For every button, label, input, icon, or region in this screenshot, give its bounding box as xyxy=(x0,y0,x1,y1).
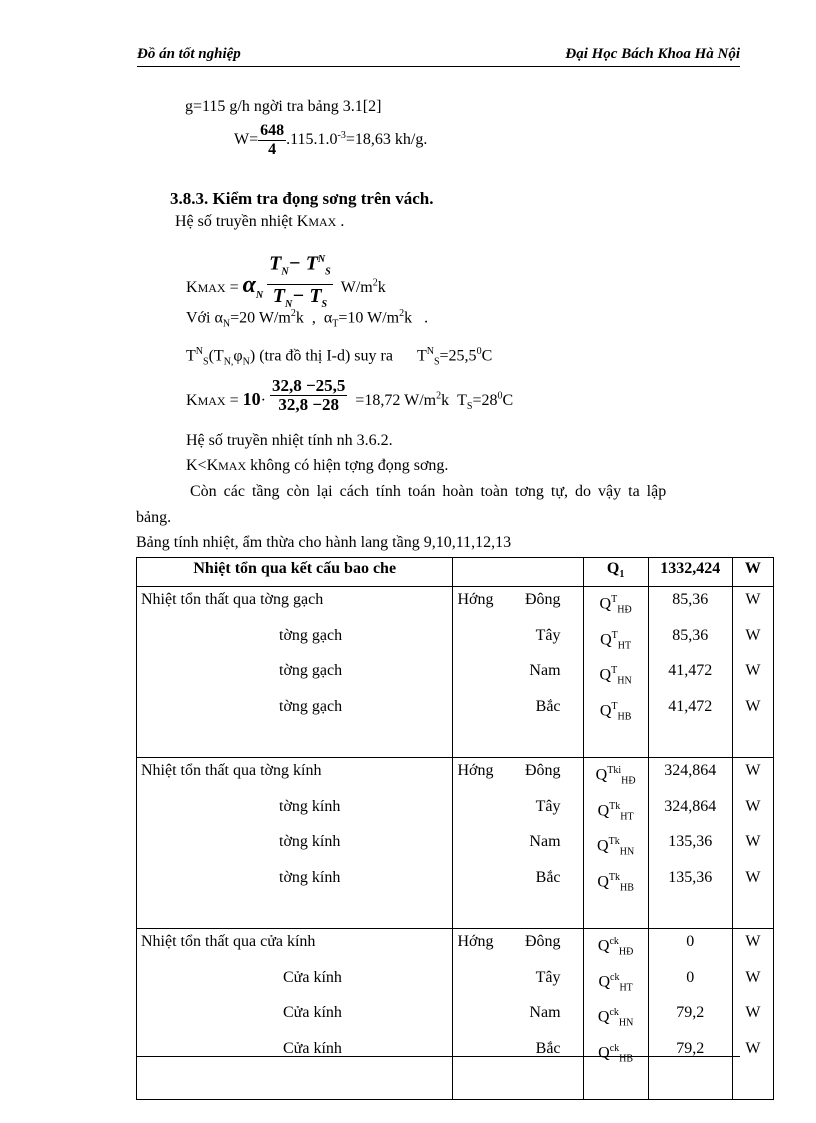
row-value: 324,864 xyxy=(648,794,732,830)
row-direction: Nam xyxy=(453,658,583,694)
row-symbol: $Q^{Tk}_{HT}$ xyxy=(583,794,648,830)
table-row xyxy=(137,865,774,901)
table-header-row xyxy=(137,558,774,587)
table-row xyxy=(137,658,774,694)
row-label: tờng gạch xyxy=(137,658,453,694)
line-k-less: K<KMAX không có hiện tợng đọng sơng. xyxy=(186,457,449,474)
row-direction: Hớng Đông xyxy=(453,758,583,794)
row-value: 41,472 xyxy=(648,694,732,730)
row-symbol: $Q^{ck}_{HĐ}$ xyxy=(583,929,648,965)
row-unit: W xyxy=(732,658,773,694)
table-row xyxy=(137,758,774,794)
heat-coef-line: Hệ số truyền nhiệt KMAX . xyxy=(175,213,345,230)
table-spacer-row xyxy=(137,900,774,929)
row-direction: Nam xyxy=(453,829,583,865)
formula-kmax-value: KMAX = 10· $\frac{32,8 -25,5}{32,8 -28}$ =18,72 $W/m^2k$ $T_S=28^0C$ xyxy=(186,376,514,414)
table-row xyxy=(137,1036,774,1072)
row-symbol: $Q^{ck}_{HB}$ xyxy=(583,1036,648,1072)
table-row xyxy=(137,829,774,865)
row-direction: Hớng Đông xyxy=(453,929,583,965)
header-col3: $Q_1$ xyxy=(583,558,648,587)
row-value: 79,2 xyxy=(648,1000,732,1036)
row-label: Cửa kính xyxy=(137,1000,453,1036)
ts-lookup-line: $T^N_S(T_{N,}\varphi_N)$ (tra đồ thị I-d) suy ra $T^N_S=25,5^0C$ xyxy=(186,346,493,368)
row-unit: W xyxy=(732,929,773,965)
row-label: tờng gạch xyxy=(137,623,453,659)
row-direction: Tây xyxy=(453,623,583,659)
row-symbol: $Q^{Tki}_{HĐ}$ xyxy=(583,758,648,794)
fraction-kmax: $\frac{32,8 -25,5}{32,8 -28}$ xyxy=(271,376,346,414)
row-symbol: $Q^{ck}_{HN}$ xyxy=(583,1000,648,1036)
line-g: g=115 g/h ngời tra bảng 3.1[2] xyxy=(185,98,382,115)
formula-kmax: KMAX = $\alpha_N$ $\frac{T_N- T^N_S}{T_N- T_S}$ $W/m^2k$ xyxy=(186,245,386,291)
row-label: tờng kính xyxy=(137,865,453,901)
row-direction: Nam xyxy=(453,1000,583,1036)
row-value: 0 xyxy=(648,929,732,965)
with-alpha-line: Với $\alpha_N=20$ $W/m^2k$ , $\alpha_T=10$ $W/m^2k$ . xyxy=(186,308,429,330)
row-value: 41,472 xyxy=(648,658,732,694)
table-row xyxy=(137,587,774,623)
row-unit: W xyxy=(732,865,773,901)
row-value: 324,864 xyxy=(648,758,732,794)
row-symbol: $Q^T_{HN}$ xyxy=(583,658,648,694)
row-unit: W xyxy=(732,758,773,794)
row-value: 79,2 xyxy=(648,1036,732,1072)
para-line-2: bảng. xyxy=(136,509,172,526)
row-symbol: $Q^T_{HĐ}$ xyxy=(583,587,648,623)
table-caption: Bảng tính nhiệt, ẩm thừa cho hành lang tầng 9,10,11,12,13 xyxy=(136,534,512,551)
row-direction: Bắc xyxy=(453,865,583,901)
table-row xyxy=(137,929,774,965)
row-label: tờng kính xyxy=(137,829,453,865)
section-title: 3.8.3. Kiểm tra đọng sơng trên vách. xyxy=(170,189,434,208)
row-unit: W xyxy=(732,829,773,865)
header-col1: Nhiệt tổn qua kết cấu bao che xyxy=(137,558,453,587)
table-row xyxy=(137,1000,774,1036)
table-row xyxy=(137,694,774,730)
footer-rule xyxy=(137,1056,740,1057)
row-label: tờng kính xyxy=(137,794,453,830)
row-unit: W xyxy=(732,694,773,730)
row-value: 85,36 xyxy=(648,587,732,623)
table-row xyxy=(137,794,774,830)
row-direction: Tây xyxy=(453,965,583,1001)
fraction-tn-ts: $\frac{T_N- T^N_S}{T_N- T_S}$ xyxy=(267,249,333,316)
row-symbol: $Q^T_{HB}$ xyxy=(583,694,648,730)
table-row xyxy=(137,965,774,1001)
para-line-1: Còn các tầng còn lại cách tính toán hoàn toàn tơng tự, do vậy ta lập xyxy=(190,483,667,500)
row-label: Cửa kính xyxy=(137,965,453,1001)
row-direction: Bắc xyxy=(453,1036,583,1072)
row-symbol: $Q^{ck}_{HT}$ xyxy=(583,965,648,1001)
row-unit: W xyxy=(732,965,773,1001)
row-value: 0 xyxy=(648,965,732,1001)
table-spacer-row xyxy=(137,1071,774,1100)
row-label: Nhiệt tổn thất qua tờng kính xyxy=(137,758,453,794)
row-unit: W xyxy=(732,794,773,830)
fraction-648-4: $\frac{648}{4}$ xyxy=(260,122,285,158)
table-row xyxy=(137,623,774,659)
row-direction: Hớng Đông xyxy=(453,587,583,623)
table-spacer-row xyxy=(137,729,774,758)
header-col5: W xyxy=(732,558,773,587)
header-rule xyxy=(137,66,740,67)
row-symbol: $Q^{Tk}_{HN}$ xyxy=(583,829,648,865)
row-value: 85,36 xyxy=(648,623,732,659)
row-label: Nhiệt tổn thất qua tờng gạch xyxy=(137,587,453,623)
row-value: 135,36 xyxy=(648,865,732,901)
header-col4: 1332,424 xyxy=(648,558,732,587)
row-unit: W xyxy=(732,587,773,623)
row-label: Nhiệt tổn thất qua cửa kính xyxy=(137,929,453,965)
header-right: Đại Học Bách Khoa Hà Nội xyxy=(565,46,740,62)
row-label: tờng gạch xyxy=(137,694,453,730)
heat-loss-table xyxy=(136,557,774,1100)
formula-w: W= $\frac{648}{4}$ $.115.1.0^{-3}=18,63$ kh/g. xyxy=(234,122,428,158)
row-symbol: $Q^T_{HT}$ xyxy=(583,623,648,659)
row-direction: Bắc xyxy=(453,694,583,730)
line-heat-calc: Hệ số truyền nhiệt tính nh 3.6.2. xyxy=(186,432,393,449)
header-col2 xyxy=(453,558,583,587)
row-unit: W xyxy=(732,623,773,659)
row-value: 135,36 xyxy=(648,829,732,865)
row-unit: W xyxy=(732,1036,773,1072)
row-symbol: $Q^{Tk}_{HB}$ xyxy=(583,865,648,901)
row-direction: Tây xyxy=(453,794,583,830)
row-unit: W xyxy=(732,1000,773,1036)
row-label: Cửa kính xyxy=(137,1036,453,1072)
header-left: Đồ án tốt nghiệp xyxy=(137,46,241,62)
